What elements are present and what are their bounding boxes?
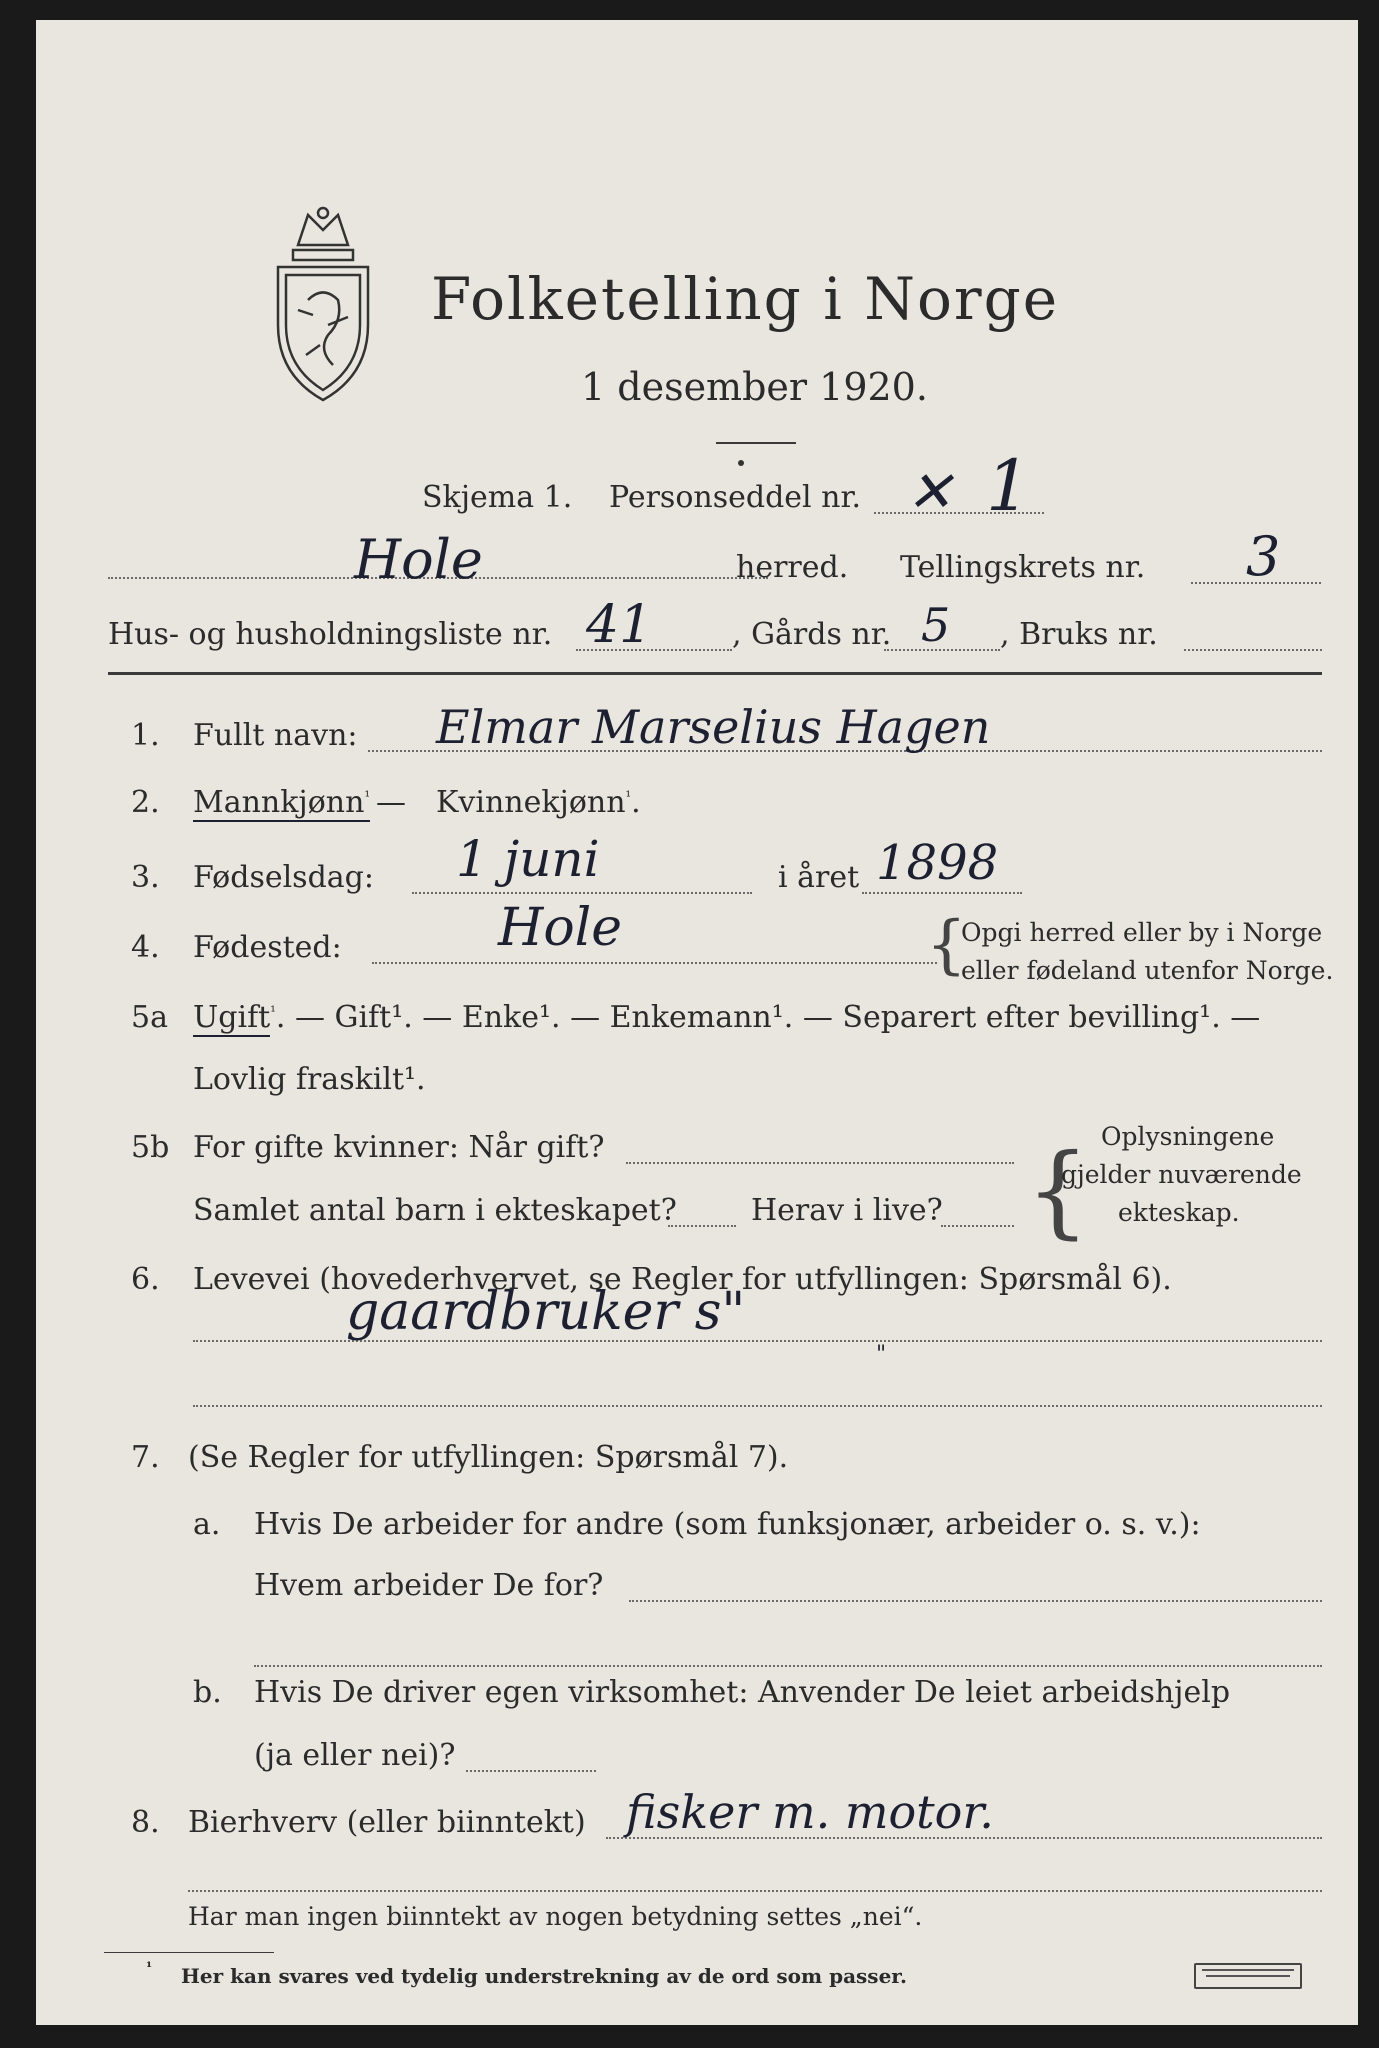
- gards-value: 5: [921, 598, 951, 652]
- q7-label: (Se Regler for utfyllingen: Spørsmål 7).: [188, 1440, 789, 1475]
- bruks-label: , Bruks nr.: [1000, 617, 1158, 652]
- section-divider: [108, 672, 1322, 675]
- q5b-label3: Herav i live?: [751, 1193, 943, 1228]
- q7a-line1: [629, 1600, 1322, 1602]
- q4-value: Hole: [498, 898, 623, 958]
- q1-number: 1.: [131, 718, 160, 753]
- q4-number: 4.: [131, 930, 160, 965]
- bruks-line: [1184, 649, 1322, 651]
- q5b-line1: [626, 1162, 1014, 1164]
- q8-number: 8.: [131, 1805, 160, 1840]
- q5a-number: 5a: [131, 1000, 168, 1035]
- q5b-brace: {: [1026, 1132, 1090, 1249]
- divider: [716, 442, 796, 444]
- q7a-label: Hvis De arbeider for andre (som funksjonær, arbeider o. s. v.):: [254, 1507, 1201, 1542]
- q4-label: Fødested:: [193, 930, 342, 965]
- q2-male-label: Mannkjønn: [193, 785, 365, 820]
- schema-label: Skjema 1.: [422, 480, 573, 515]
- gards-label: , Gårds nr.: [732, 617, 892, 652]
- herred-label: herred.: [736, 550, 849, 585]
- coat-of-arms-icon: [268, 205, 378, 409]
- q7b-line: [466, 1770, 596, 1772]
- footnote-text: Her kan svares ved tydelig understrekning av de ord som passer.: [181, 1964, 907, 1988]
- q2-female-sup: ¹: [625, 789, 632, 805]
- q5a-ugift-sup: ¹: [270, 1004, 276, 1020]
- hus-label: Hus- og husholdningsliste nr.: [108, 617, 553, 652]
- q7b-question: (ja eller nei)?: [254, 1738, 456, 1773]
- q3-year-label: i året: [778, 860, 860, 895]
- q4-line: [372, 962, 937, 964]
- q3-year-line: [862, 892, 1022, 894]
- q7a-line2: [254, 1665, 1322, 1667]
- q2-separator: —: [376, 785, 406, 820]
- crossed-number-mark: ✕: [906, 460, 953, 525]
- q3-year-value: 1898: [876, 835, 999, 891]
- footnote-rule: [104, 1952, 274, 1953]
- q2-female-option: Kvinnekjønn$^{^1}$.: [436, 785, 641, 820]
- q5a-ugift-option: Ugift: [193, 1000, 271, 1035]
- footnote-mark: ¹: [146, 1960, 153, 1976]
- q5b-line2: [668, 1225, 736, 1227]
- footer-note: Har man ingen biinntekt av nogen betydning settes „nei“.: [188, 1902, 923, 1931]
- form-date: 1 desember 1920.: [581, 365, 928, 409]
- q6-value-mark: ": [876, 1342, 887, 1367]
- q7a-number: a.: [193, 1507, 221, 1542]
- tellingskrets-label: Tellingskrets nr.: [900, 550, 1146, 585]
- q1-value: Elmar Marselius Hagen: [436, 700, 991, 754]
- q4-note-line2: eller fødeland utenfor Norge.: [961, 956, 1334, 985]
- q6-value: gaardbruker s": [346, 1282, 746, 1342]
- herred-value: Hole: [354, 528, 483, 591]
- q3-label: Fødselsdag:: [193, 860, 374, 895]
- q2-female-label: Kvinnekjønn: [436, 785, 626, 820]
- q5a-line2: Lovlig fraskilt¹.: [193, 1062, 426, 1097]
- q6-label: Levevei (hovederhvervet, se Regler for utfyllingen: Spørsmål 6).: [193, 1262, 1172, 1297]
- q4-note-line1: Opgi herred eller by i Norge: [961, 918, 1323, 947]
- q5b-note2: gjelder nuværende: [1061, 1160, 1302, 1189]
- q4-brace: {: [926, 908, 967, 982]
- q2-male-option: [193, 785, 370, 822]
- personseddel-label: Personseddel nr.: [609, 480, 862, 515]
- q5b-label1: For gifte kvinner: Når gift?: [193, 1130, 605, 1165]
- q2-male-sup: ¹: [364, 789, 371, 805]
- form-title: Folketelling i Norge: [431, 265, 1060, 333]
- q5a-other-options: . — Gift¹. — Enke¹. — Enkemann¹. — Separert efter bevilling¹. —: [275, 1000, 1261, 1035]
- q5b-number: 5b: [131, 1130, 170, 1165]
- q8-line2: [188, 1890, 1322, 1892]
- hus-value: 41: [586, 595, 653, 655]
- q7b-label: Hvis De driver egen virksomhet: Anvender De leiet arbeidshjelp: [254, 1675, 1231, 1710]
- q1-label: Fullt navn:: [193, 718, 358, 753]
- q7b-number: b.: [193, 1675, 222, 1710]
- q5b-note1: Oplysningene: [1101, 1122, 1275, 1151]
- q8-value: fisker m. motor.: [626, 1785, 994, 1839]
- q3-line: [412, 892, 752, 894]
- q3-value: 1 juni: [456, 830, 600, 888]
- q7a-question: Hvem arbeider De for?: [254, 1568, 604, 1603]
- dot-mark: [738, 460, 744, 466]
- q6-line2: [193, 1405, 1322, 1407]
- q8-label: Bierhverv (eller biinntekt): [188, 1805, 586, 1840]
- tellingskrets-value: 3: [1246, 525, 1281, 588]
- q2-number: 2.: [131, 785, 160, 820]
- q5b-note3: ekteskap.: [1118, 1198, 1240, 1227]
- q5b-label2: Samlet antal barn i ekteskapet?: [193, 1193, 677, 1228]
- q5b-line3: [941, 1225, 1014, 1227]
- census-form: [36, 20, 1358, 2025]
- q6-number: 6.: [131, 1262, 160, 1297]
- q7-number: 7.: [131, 1440, 160, 1475]
- q5a-options: [193, 1000, 1260, 1035]
- personseddel-value: 1: [986, 445, 1031, 527]
- printer-stamp-icon: [1194, 1963, 1302, 1989]
- q3-number: 3.: [131, 860, 160, 895]
